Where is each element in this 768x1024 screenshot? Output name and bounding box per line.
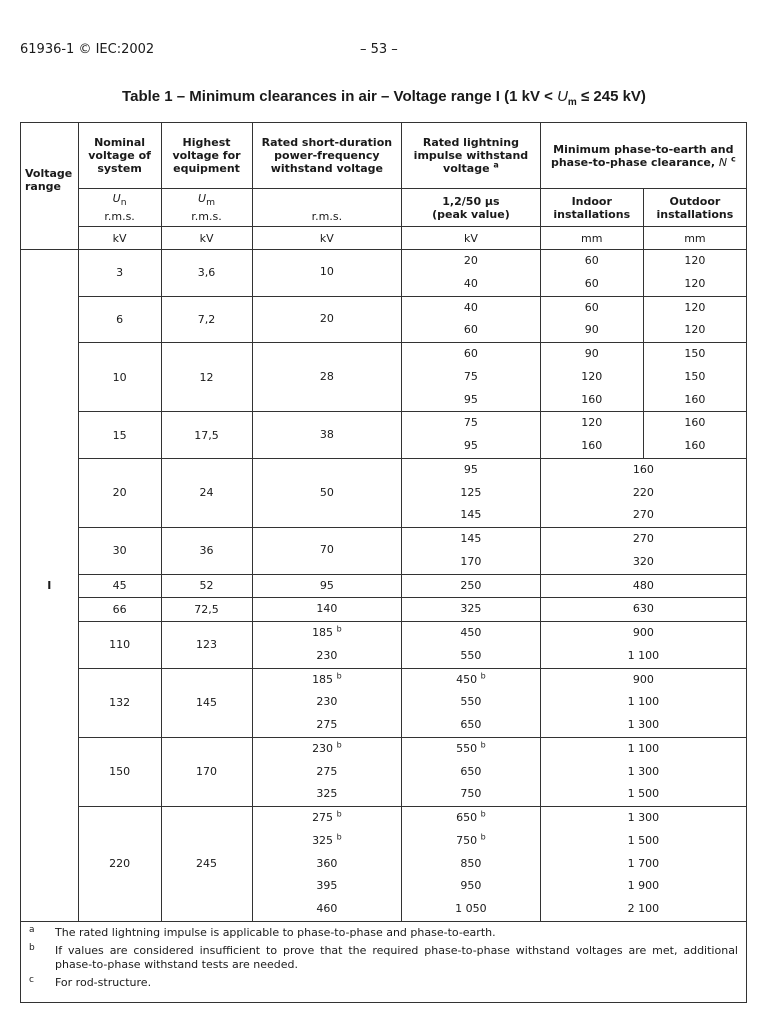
highest-voltage-cell: 36 — [161, 528, 252, 575]
unit-nominal: kV — [78, 227, 161, 250]
subheader-outdoor: Outdoor installations — [643, 189, 746, 227]
cell-value: 650 — [460, 718, 482, 731]
subheader-sd-rms: r.m.s. — [252, 189, 402, 227]
nominal-voltage-cell: 6 — [78, 296, 161, 343]
outdoor-clearance-cell-value: 160 — [684, 439, 706, 452]
lightning-impulse-cell — [402, 598, 541, 622]
subheader-indoor: Indoor installations — [540, 189, 643, 227]
unit-short-duration: kV — [252, 227, 402, 250]
short-duration-cell-value — [253, 482, 402, 505]
table-row — [21, 343, 747, 412]
clearance-merged-cell-value: 480 — [632, 578, 654, 592]
outdoor-clearance-cell-value: 150 — [684, 347, 706, 360]
cell-value: 850 — [460, 856, 482, 870]
clearance-merged-cell — [540, 807, 746, 922]
table-row — [21, 668, 747, 737]
indoor-clearance-cell — [540, 343, 643, 412]
lightning-impulse-cell-value — [402, 575, 540, 598]
page-number: – 53 – — [360, 42, 398, 57]
indoor-clearance-cell-value: 60 — [584, 300, 599, 314]
nominal-voltage-cell: 66 — [78, 598, 161, 622]
note-mark: a — [29, 924, 35, 935]
header-highest: Highest voltage for equipment — [161, 123, 252, 189]
cell-value: 75 — [463, 416, 478, 430]
highest-voltage-cell: 145 — [161, 668, 252, 737]
clearance-merged-cell-value: 1 500 — [627, 833, 660, 847]
cell-value: 20 — [319, 311, 334, 325]
lightning-impulse-cell-value — [402, 366, 540, 389]
cell-value: 140 — [316, 602, 338, 616]
cell-value: 460 — [316, 902, 338, 915]
short-duration-cell — [252, 296, 402, 343]
clearance-merged-cell-value: 220 — [632, 485, 654, 499]
indoor-clearance-cell-value: 90 — [584, 347, 599, 360]
nominal-voltage-cell: 3 — [78, 250, 161, 297]
cell-value: 325 — [316, 787, 338, 801]
lightning-impulse-cell-value — [402, 669, 540, 692]
highest-voltage-cell: 245 — [161, 807, 252, 922]
lightning-impulse-cell-value — [402, 389, 540, 412]
cell-value: 450 — [460, 626, 482, 639]
header-clearance: Minimum phase-to-earth and phase-to-phase clearance, N $^c$ — [540, 123, 746, 189]
cell-value: 450 — [456, 672, 478, 686]
table-row — [21, 528, 747, 575]
clearance-merged-cell-value: 1 900 — [627, 879, 660, 893]
note-mark: b — [29, 942, 35, 953]
lightning-impulse-cell-value — [402, 435, 540, 458]
indoor-clearance-cell-value: 60 — [584, 276, 599, 290]
cell-value: 650 — [460, 764, 482, 778]
notes-row — [21, 921, 747, 1002]
cell-value: 750 — [460, 787, 482, 801]
cell-value: 40 — [463, 276, 478, 290]
clearance-merged-cell-value: 1 100 — [627, 741, 660, 755]
indoor-clearance-cell — [540, 250, 643, 297]
short-duration-cell — [252, 343, 402, 412]
short-duration-cell-value — [253, 898, 402, 921]
lightning-impulse-cell-value — [402, 504, 540, 527]
outdoor-clearance-cell-value: 120 — [684, 323, 706, 337]
cell-value: 1 050 — [455, 902, 487, 915]
lightning-impulse-cell — [402, 296, 541, 343]
short-duration-cell-value — [253, 738, 402, 761]
short-duration-cell-value — [253, 539, 402, 562]
clearance-merged-cell-value: 900 — [632, 672, 654, 686]
lightning-impulse-cell-value — [402, 622, 540, 645]
nominal-voltage-cell: 30 — [78, 528, 161, 575]
clearance-merged-cell — [540, 528, 746, 575]
clearance-merged-cell-value: 270 — [632, 532, 654, 545]
clearance-merged-cell-value: 1 300 — [627, 718, 660, 731]
subheader-un: $U_n$ r.m.s. — [78, 189, 161, 227]
highest-voltage-cell: 12 — [161, 343, 252, 412]
clearance-merged-cell-value: 630 — [632, 602, 654, 616]
lightning-impulse-cell-value — [402, 691, 540, 714]
indoor-clearance-cell-value: 120 — [581, 416, 603, 430]
short-duration-cell-value — [253, 424, 402, 447]
table-row — [21, 807, 747, 922]
lightning-impulse-cell-value — [402, 482, 540, 505]
table-row — [21, 574, 747, 598]
table-note — [29, 926, 738, 940]
indoor-clearance-cell-value: 160 — [581, 392, 603, 406]
lightning-impulse-cell-value — [402, 853, 540, 876]
cell-value: 145 — [460, 532, 482, 545]
nominal-voltage-cell: 132 — [78, 668, 161, 737]
lightning-impulse-cell — [402, 668, 541, 737]
short-duration-cell-value — [253, 645, 402, 668]
lightning-impulse-cell — [402, 737, 541, 806]
outdoor-clearance-cell — [643, 343, 746, 412]
outdoor-clearance-cell — [643, 250, 746, 297]
clearance-merged-cell-value: 2 100 — [627, 902, 660, 915]
lightning-impulse-cell-value — [402, 412, 540, 435]
unit-indoor: mm — [540, 227, 643, 250]
cell-value: 145 — [460, 508, 482, 522]
short-duration-cell — [252, 622, 402, 669]
cell-value: 230 — [312, 741, 334, 755]
header-nominal: Nominal voltage of system — [78, 123, 161, 189]
unit-highest: kV — [161, 227, 252, 250]
note-mark: c — [29, 974, 34, 985]
indoor-clearance-cell-value: 60 — [584, 254, 599, 267]
short-duration-cell-value — [253, 807, 402, 830]
lightning-impulse-cell — [402, 574, 541, 598]
outdoor-clearance-cell-value: 160 — [684, 392, 706, 406]
highest-voltage-cell: 52 — [161, 574, 252, 598]
nominal-voltage-cell: 110 — [78, 622, 161, 669]
clearance-table — [20, 122, 747, 1003]
footnote-mark: b — [336, 809, 342, 819]
cell-value: 230 — [316, 695, 338, 709]
cell-value: 325 — [312, 833, 334, 847]
clearance-merged-cell-value: 270 — [632, 508, 654, 522]
note-text: If values are considered insufficient to prove that the required phase-to-phase withstand voltages are met, additional phase-to-phase withstand tests are needed. — [55, 943, 738, 971]
cell-value: 125 — [460, 485, 482, 499]
highest-voltage-cell: 123 — [161, 622, 252, 669]
clearance-merged-cell-value: 1 100 — [627, 695, 660, 709]
cell-value: 550 — [460, 648, 482, 662]
lightning-impulse-cell-value — [402, 297, 540, 320]
nominal-voltage-cell: 220 — [78, 807, 161, 922]
nominal-voltage-cell: 45 — [78, 574, 161, 598]
cell-value: 230 — [316, 648, 338, 662]
short-duration-cell — [252, 250, 402, 297]
cell-value: 20 — [463, 254, 478, 267]
cell-value: 275 — [316, 764, 338, 778]
clearance-merged-cell-value: 900 — [632, 626, 654, 639]
short-duration-cell-value — [253, 308, 402, 331]
cell-value: 95 — [319, 578, 334, 592]
short-duration-cell-value — [253, 598, 402, 621]
cell-value: 50 — [319, 485, 334, 499]
short-duration-cell-value — [253, 853, 402, 876]
cell-value: 170 — [460, 554, 482, 568]
header-short-duration: Rated short-duration power-frequency withstand voltage — [252, 123, 402, 189]
cell-value: 250 — [460, 578, 482, 592]
short-duration-cell — [252, 574, 402, 598]
footnote-mark: b — [336, 740, 342, 750]
outdoor-clearance-cell — [643, 296, 746, 343]
header-lightning: Rated lightning impulse withstand voltage $^a$ — [402, 123, 541, 189]
highest-voltage-cell: 72,5 — [161, 598, 252, 622]
table-row — [21, 412, 747, 459]
indoor-clearance-cell — [540, 296, 643, 343]
footnote-mark: b — [336, 624, 342, 634]
short-duration-cell — [252, 668, 402, 737]
indoor-clearance-cell — [540, 412, 643, 459]
short-duration-cell-value — [253, 714, 402, 737]
cell-value: 70 — [319, 543, 334, 557]
outdoor-clearance-cell-value: 120 — [684, 276, 706, 290]
cell-value: 650 — [456, 811, 478, 824]
header-voltage-range: Voltage range — [21, 167, 79, 205]
table-note — [29, 976, 738, 990]
footnote-mark: b — [336, 832, 342, 842]
clearance-merged-cell — [540, 668, 746, 737]
outdoor-clearance-cell-value: 120 — [684, 300, 706, 314]
clearance-merged-cell — [540, 458, 746, 527]
cell-value: 550 — [460, 695, 482, 709]
nominal-voltage-cell: 150 — [78, 737, 161, 806]
outdoor-clearance-cell-value: 150 — [684, 369, 706, 383]
cell-value: 275 — [312, 811, 334, 824]
indoor-clearance-cell-value: 90 — [584, 323, 599, 337]
lightning-impulse-cell — [402, 528, 541, 575]
cell-value: 185 — [312, 672, 334, 686]
table-row — [21, 737, 747, 806]
table-row — [21, 296, 747, 343]
subheader-um: $U_m$ r.m.s. — [161, 189, 252, 227]
lightning-impulse-cell — [402, 622, 541, 669]
table-note — [29, 944, 738, 972]
cell-value: 60 — [463, 347, 478, 360]
short-duration-cell — [252, 807, 402, 922]
lightning-impulse-cell-value — [402, 459, 540, 482]
table-row — [21, 250, 747, 297]
cell-value: 95 — [463, 462, 478, 476]
cell-value: 185 — [312, 626, 334, 639]
short-duration-cell-value — [253, 830, 402, 853]
table-notes — [21, 921, 747, 1002]
clearance-merged-cell — [540, 574, 746, 598]
footnote-mark: b — [480, 740, 486, 750]
lightning-impulse-cell-value — [402, 319, 540, 342]
lightning-impulse-cell-value — [402, 807, 540, 830]
short-duration-cell-value — [253, 366, 402, 389]
clearance-merged-cell-value: 1 300 — [627, 764, 660, 778]
lightning-impulse-cell-value — [402, 250, 540, 273]
lightning-impulse-cell-value — [402, 783, 540, 806]
footnote-mark: b — [480, 809, 486, 819]
lightning-impulse-cell-value — [402, 830, 540, 853]
nominal-voltage-cell: 15 — [78, 412, 161, 459]
footnote-mark: b — [336, 670, 342, 680]
short-duration-cell-value — [253, 669, 402, 692]
clearance-merged-cell-value: 1 300 — [627, 811, 660, 824]
clearance-merged-cell — [540, 598, 746, 622]
highest-voltage-cell: 3,6 — [161, 250, 252, 297]
lightning-impulse-cell-value — [402, 738, 540, 761]
voltage-range-cell: I — [21, 250, 79, 922]
table-title: Table 1 – Minimum clearances in air – Voltage range I (1 kV < $U_m \le 245$ kV) — [122, 88, 646, 108]
lightning-impulse-cell-value — [402, 875, 540, 898]
cell-value: 360 — [316, 856, 338, 870]
cell-value: 325 — [460, 602, 482, 616]
lightning-impulse-cell-value — [402, 714, 540, 737]
outdoor-clearance-cell-value: 160 — [684, 416, 706, 430]
outdoor-clearance-cell-value: 120 — [684, 254, 706, 267]
cell-value: 395 — [316, 879, 338, 893]
cell-value: 10 — [319, 265, 334, 279]
highest-voltage-cell: 7,2 — [161, 296, 252, 343]
short-duration-cell-value — [253, 575, 402, 598]
cell-value: 40 — [463, 300, 478, 314]
footnote-mark: b — [480, 670, 486, 680]
short-duration-cell — [252, 528, 402, 575]
lightning-impulse-cell-value — [402, 761, 540, 784]
short-duration-cell-value — [253, 622, 402, 645]
table-row — [21, 622, 747, 669]
cell-value: 950 — [460, 879, 482, 893]
lightning-impulse-cell-value — [402, 273, 540, 296]
short-duration-cell-value — [253, 691, 402, 714]
cell-value: 28 — [319, 369, 334, 383]
short-duration-cell-value — [253, 761, 402, 784]
lightning-impulse-cell-value — [402, 898, 540, 921]
clearance-merged-cell — [540, 737, 746, 806]
short-duration-cell — [252, 412, 402, 459]
nominal-voltage-cell: 20 — [78, 458, 161, 527]
indoor-clearance-cell-value: 160 — [581, 439, 603, 452]
clearance-merged-cell-value: 160 — [632, 462, 654, 476]
nominal-voltage-cell: 10 — [78, 343, 161, 412]
short-duration-cell-value — [253, 875, 402, 898]
table-row — [21, 458, 747, 527]
footnote-mark: b — [480, 832, 486, 842]
clearance-merged-cell-value: 1 100 — [627, 648, 660, 662]
document-id: 61936-1 © IEC:2002 — [20, 42, 155, 57]
short-duration-cell — [252, 737, 402, 806]
lightning-impulse-cell — [402, 458, 541, 527]
cell-value: 95 — [463, 439, 478, 452]
clearance-merged-cell-value: 1 500 — [627, 787, 660, 801]
cell-value: 750 — [456, 833, 478, 847]
cell-value: 38 — [319, 427, 334, 441]
clearance-merged-cell-value: 320 — [632, 554, 654, 568]
highest-voltage-cell: 17,5 — [161, 412, 252, 459]
short-duration-cell — [252, 458, 402, 527]
unit-lightning: kV — [402, 227, 541, 250]
table-row — [21, 598, 747, 622]
short-duration-cell-value — [253, 783, 402, 806]
indoor-clearance-cell-value: 120 — [581, 369, 603, 383]
cell-value: 550 — [456, 741, 478, 755]
lightning-impulse-cell — [402, 412, 541, 459]
lightning-impulse-cell-value — [402, 343, 540, 366]
cell-value: 75 — [463, 369, 478, 383]
subheader-lightning: 1,2/50 µs (peak value) — [402, 189, 541, 227]
highest-voltage-cell: 24 — [161, 458, 252, 527]
lightning-impulse-cell-value — [402, 645, 540, 668]
lightning-impulse-cell-value — [402, 551, 540, 574]
lightning-impulse-cell — [402, 250, 541, 297]
highest-voltage-cell: 170 — [161, 737, 252, 806]
note-text: The rated lightning impulse is applicable to phase-to-phase and phase-to-earth. — [55, 925, 496, 939]
clearance-merged-cell-value: 1 700 — [627, 856, 660, 870]
cell-value: 60 — [463, 323, 478, 337]
short-duration-cell-value — [253, 261, 402, 284]
lightning-impulse-cell — [402, 807, 541, 922]
lightning-impulse-cell-value — [402, 598, 540, 621]
note-text: For rod-structure. — [55, 975, 152, 989]
cell-value: 95 — [463, 392, 478, 406]
lightning-impulse-cell — [402, 343, 541, 412]
outdoor-clearance-cell — [643, 412, 746, 459]
cell-value: 275 — [316, 718, 338, 731]
unit-outdoor: mm — [643, 227, 746, 250]
lightning-impulse-cell-value — [402, 528, 540, 551]
short-duration-cell — [252, 598, 402, 622]
clearance-merged-cell — [540, 622, 746, 669]
